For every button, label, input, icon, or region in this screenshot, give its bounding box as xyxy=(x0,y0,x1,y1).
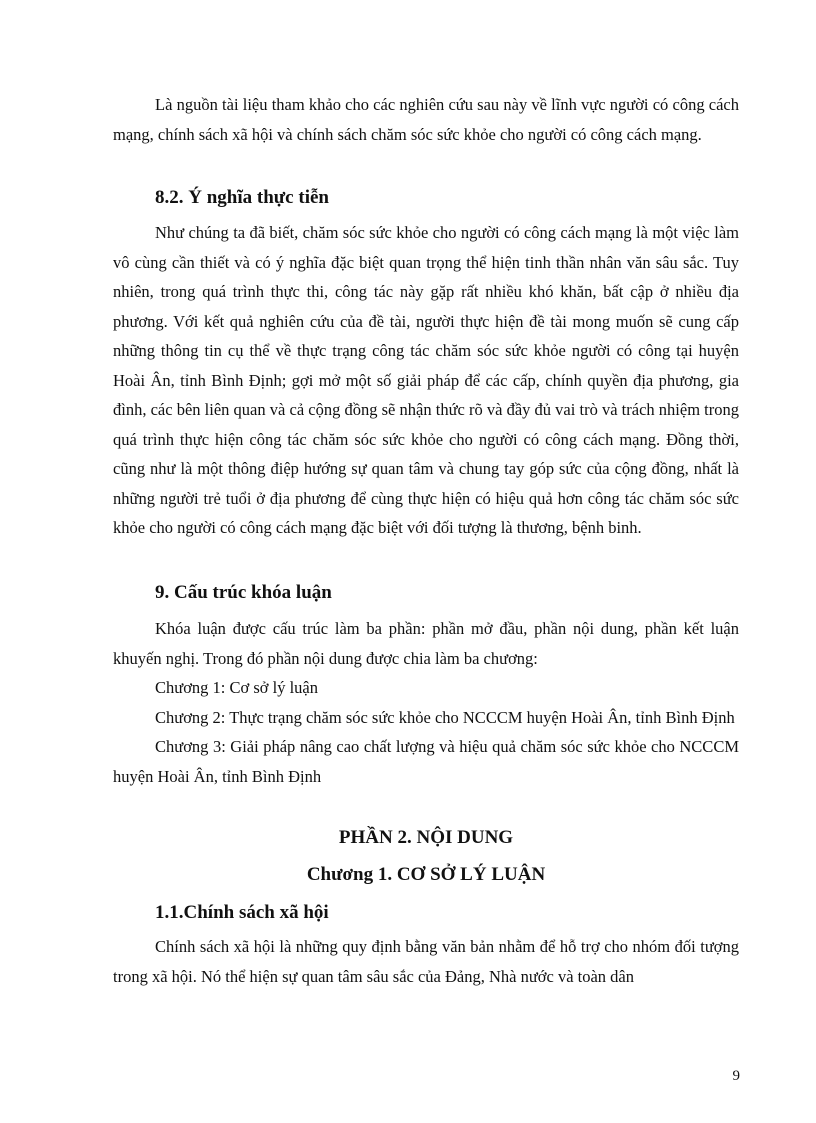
section-9-heading: 9. Cấu trúc khóa luận xyxy=(155,582,332,603)
reference-paragraph: Là nguồn tài liệu tham khảo cho các nghiên cứu sau này về lĩnh vực người có công cách mạng, chính sách xã hội và chính sách chăm sóc sức khỏe cho người có công cách mạng. xyxy=(113,95,739,144)
section-8-2-heading-block xyxy=(113,185,739,211)
section-9-intro-block xyxy=(113,614,739,673)
chapter-list xyxy=(113,673,739,791)
reference-paragraph-block xyxy=(113,90,739,149)
section-1-1-heading-block xyxy=(113,900,739,926)
section-8-2-paragraph: Như chúng ta đã biết, chăm sóc sức khỏe cho người có công cách mạng là một việc làm vô cùng cần thiết và có ý nghĩa đặc biệt quan trọng thể hiện tinh thần nhân văn sâu sắc. Tuy nhiên, trong quá trình thực thi, công tác này gặp rất nhiều khó khăn, bất cập ở nhiều địa phương. Với kết quả nghiên cứu của đề tài, người thực hiện đề tài mong muốn sẽ cung cấp những thông tin cụ thể về thực trạng công tác chăm sóc sức khỏe người có công tại huyện Hoài Ân, tỉnh Bình Định; gợi mở một số giải pháp để các cấp, chính quyền địa phương, gia đình, các bên liên quan và cả cộng đồng sẽ nhận thức rõ và đầy đủ vai trò và trách nhiệm trong quá trình thực hiện công tác chăm sóc sức khỏe cho người có công cách mạng. Đồng thời, cũng như là một thông điệp hướng sự quan tâm và chung tay góp sức của cộng đồng, nhất là những người trẻ tuổi ở địa phương để cùng thực hiện có hiệu quả hơn công tác chăm sóc sức khỏe cho người có công cách mạng đặc biệt với đối tượng là thương, bệnh binh. xyxy=(113,223,739,537)
section-9-heading-block xyxy=(113,580,739,606)
chapter-list-item-2: Chương 2: Thực trạng chăm sóc sức khỏe cho NCCCM huyện Hoài Ân, tỉnh Bình Định xyxy=(155,707,735,727)
part-2-title-block xyxy=(113,825,739,851)
chapter-1-title: Chương 1. CƠ SỞ LÝ LUẬN xyxy=(306,864,546,885)
section-1-1-heading: 1.1.Chính sách xã hội xyxy=(155,902,329,923)
chapter-list-item-1: Chương 1: Cơ sở lý luận xyxy=(155,678,319,697)
section-1-1-paragraph-block xyxy=(113,932,739,991)
chapter-1-title-block xyxy=(113,862,739,888)
part-2-title: PHẦN 2. NỘI DUNG xyxy=(338,827,514,848)
page-number: 9 xyxy=(732,1068,740,1084)
section-8-2-paragraph-block xyxy=(113,218,739,543)
section-1-1-paragraph: Chính sách xã hội là những quy định bằng văn bản nhằm để hỗ trợ cho nhóm đối tượng trong xã hội. Nó thể hiện sự quan tâm sâu sắc của Đảng, Nhà nước và toàn dân xyxy=(113,937,739,986)
section-9-intro: Khóa luận được cấu trúc làm ba phần: phần mở đầu, phần nội dung, phần kết luận khuyến nghị. Trong đó phần nội dung được chia làm ba chương: xyxy=(113,619,739,668)
section-8-2-heading: 8.2. Ý nghĩa thực tiễn xyxy=(155,187,329,208)
chapter-list-item-3: Chương 3: Giải pháp nâng cao chất lượng và hiệu quả chăm sóc sức khỏe cho NCCCM huyện Hoài Ân, tỉnh Bình Định xyxy=(113,737,739,786)
